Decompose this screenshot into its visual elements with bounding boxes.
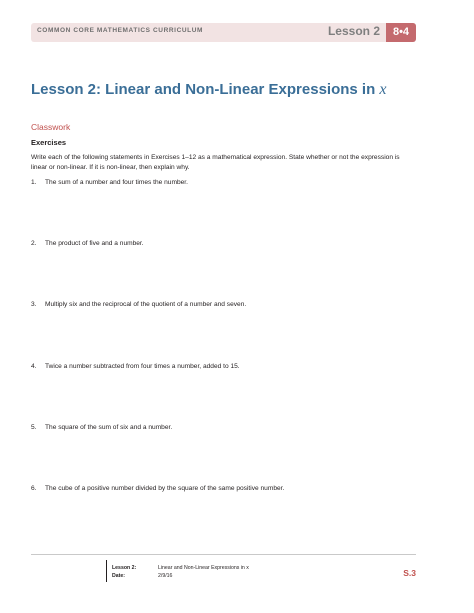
exercise-number: 1. [31, 179, 37, 186]
header-lesson-label: Lesson 2 [327, 24, 380, 38]
exercises-heading: Exercises [31, 138, 67, 147]
footer-divider-line [31, 554, 416, 555]
instructions-text: Write each of the following statements in Exercises 1–12 as a mathematical expression. State whether or not the expression is linear or non-linear. If it is non-linear, then explain why. [31, 154, 400, 171]
exercise-text: Multiply six and the reciprocal of the quotient of a number and seven. [45, 301, 247, 308]
exercise-text: The cube of a positive number divided by the square of the same positive number. [45, 485, 285, 492]
exercise-text: Twice a number subtracted from four times a number, added to 15. [45, 363, 240, 370]
grade-module-badge: 8•4 [386, 23, 416, 42]
exercise-number: 5. [31, 424, 37, 431]
footer-date-value: 2/9/16 [158, 573, 173, 579]
title-text: Lesson 2: Linear and Non-Linear Expressions in [31, 81, 376, 98]
footer-vertical-divider [106, 560, 107, 582]
classwork-heading: Classwork [31, 122, 71, 132]
exercise-item [31, 485, 284, 492]
exercise-item [31, 301, 246, 308]
exercise-number: 6. [31, 485, 37, 492]
footer-lesson-label: Lesson 2: [112, 565, 137, 571]
exercise-item [31, 179, 188, 186]
exercise-text: The product of five and a number. [45, 240, 144, 247]
curriculum-label: COMMON CORE MATHEMATICS CURRICULUM [37, 27, 204, 34]
footer-lesson-value: Linear and Non-Linear Expressions in x [158, 565, 249, 571]
exercise-item [31, 240, 144, 247]
exercise-number: 2. [31, 240, 37, 247]
page-number: S.3 [403, 568, 416, 578]
exercise-text: The square of the sum of six and a number. [45, 424, 173, 431]
title-variable: x [379, 81, 387, 98]
exercise-item [31, 363, 240, 370]
exercise-number: 3. [31, 301, 37, 308]
exercise-text: The sum of a number and four times the number. [45, 179, 188, 186]
footer-date-label: Date: [112, 573, 125, 579]
exercise-number: 4. [31, 363, 37, 370]
exercise-item [31, 424, 172, 431]
page-header [31, 23, 416, 42]
page-title [31, 81, 387, 99]
